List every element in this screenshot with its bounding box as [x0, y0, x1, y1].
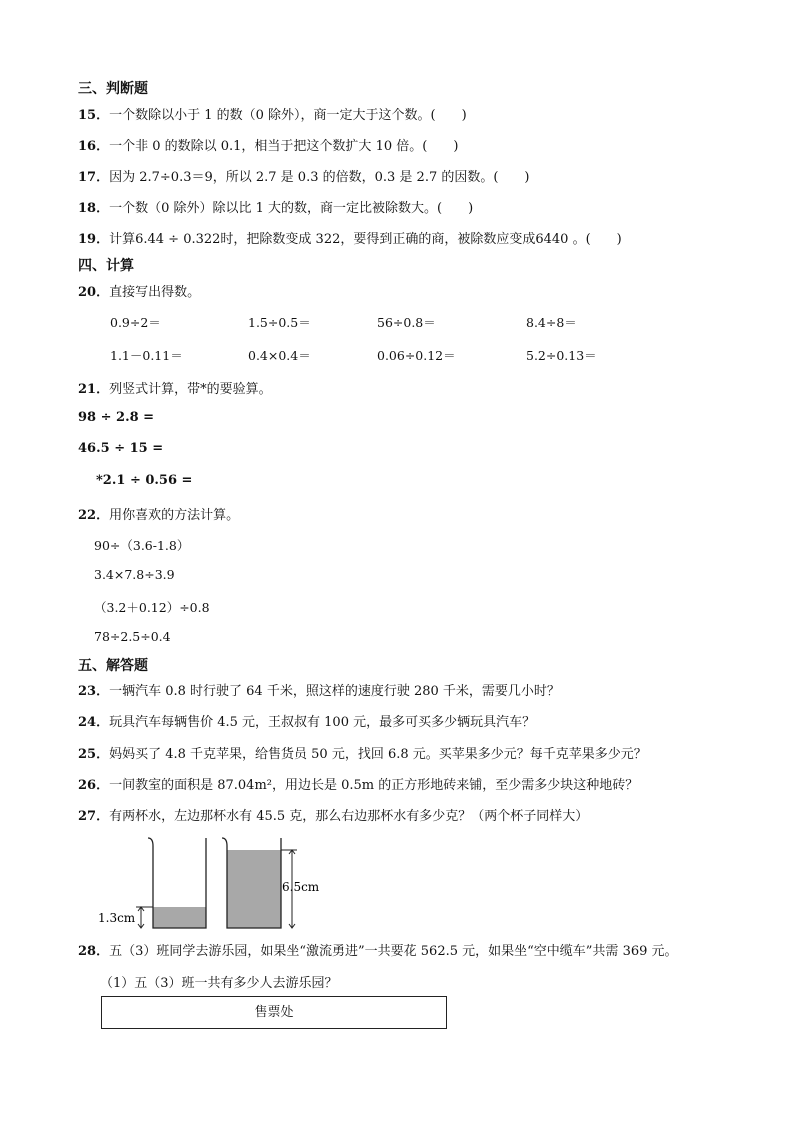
question-text: 有两杯水，左边那杯水有 45.5 克，那么右边那杯水有多少克？（两个杯子同样大）	[109, 809, 589, 824]
question-text: 一个数除以小于 1 的数（0 除外），商一定大于这个数。( )	[109, 108, 467, 123]
right-cup-water	[227, 850, 281, 928]
method-calc-item: 3.4×7.8÷3.9	[94, 567, 175, 582]
oral-calc-item: 1.1－0.11＝	[110, 348, 183, 363]
question-28	[78, 940, 678, 959]
oral-calc-item: 56÷0.8＝	[377, 315, 436, 330]
question-text: 妈妈买了 4.8 千克苹果，给售货员 50 元，找回 6.8 元。买苹果多少元？每千克苹果多少元？	[109, 747, 647, 762]
method-calc-item: 78÷2.5÷0.4	[94, 629, 171, 644]
question-number: 17．	[78, 170, 110, 185]
question-number: 28．	[78, 944, 110, 959]
left-cup	[148, 838, 206, 928]
question-19	[78, 228, 622, 247]
section-title-judge: 三、判断题	[78, 81, 148, 97]
vertical-calc-item: *2.1 ÷ 0.56 =	[96, 473, 193, 488]
question-text: 五（3）班同学去游乐园，如果坐“激流勇进”一共要花 562.5 元，如果坐“空中缆车”共需 369 元。	[109, 944, 678, 959]
question-text: 玩具汽车每辆售价 4.5 元，王叔叔有 100 元，最多可买多少辆玩具汽车？	[109, 715, 536, 730]
question-23	[78, 680, 560, 699]
question-text: 计算6.44 ÷ 0.322时，把除数变成 322，要得到正确的商，被除数应变成6440 。( )	[109, 232, 622, 247]
question-number: 18．	[78, 201, 110, 216]
question-27	[78, 805, 588, 824]
question-number: 20．	[78, 285, 110, 300]
question-text: 一个非 0 的数除以 0.1，相当于把这个数扩大 10 倍。( )	[109, 139, 459, 154]
question-number: 21．	[78, 382, 110, 397]
oral-calc-item: 1.5÷0.5＝	[248, 315, 311, 330]
question-number: 26．	[78, 778, 110, 793]
oral-calc-item: 8.4÷8＝	[526, 315, 577, 330]
ticket-office-box	[101, 996, 447, 1029]
question-text: 一辆汽车 0.8 时行驶了 64 千米，照这样的速度行驶 280 千米，需要几小时？	[109, 684, 560, 699]
question-28-sub-1: （1）五（3）班一共有多少人去游乐园？	[100, 976, 338, 991]
oral-calc-item: 0.06÷0.12＝	[377, 348, 456, 363]
question-26	[78, 774, 638, 793]
right-height-marker	[281, 850, 320, 928]
question-text: 一个数（0 除外）除以比 1 大的数，商一定比被除数大。( )	[109, 201, 474, 216]
question-number: 15．	[78, 108, 110, 123]
question-21	[78, 378, 272, 397]
question-text: 因为 2.7÷0.3＝9，所以 2.7 是 0.3 的倍数，0.3 是 2.7 的因数。( )	[109, 170, 530, 185]
oral-calc-item: 0.4×0.4＝	[248, 348, 311, 363]
question-18	[78, 197, 473, 216]
question-number: 24．	[78, 715, 110, 730]
question-25	[78, 743, 647, 762]
question-16	[78, 135, 458, 154]
question-number: 16．	[78, 139, 110, 154]
question-17	[78, 166, 530, 185]
question-text: 一间教室的面积是 87.04m²，用边长是 0.5m 的正方形地砖来铺，至少需多少块这种地砖？	[109, 778, 639, 793]
question-number: 25．	[78, 747, 110, 762]
method-calc-item: （3.2＋0.12）÷0.8	[94, 600, 210, 615]
question-text: 直接写出得数。	[109, 285, 201, 300]
question-24	[78, 711, 535, 730]
vertical-calc-item: 98 ÷ 2.8 =	[78, 410, 155, 425]
ticket-office-label: 售票处	[254, 1005, 294, 1020]
left-cup-water	[153, 907, 206, 928]
question-number: 22．	[78, 508, 110, 523]
oral-calc-item: 0.9÷2＝	[110, 315, 161, 330]
right-cup	[222, 838, 281, 928]
oral-calc-item: 5.2÷0.13＝	[526, 348, 597, 363]
right-height-label: 6.5cm	[282, 880, 320, 894]
question-text: 用你喜欢的方法计算。	[109, 508, 240, 523]
question-text: 列竖式计算，带*的要验算。	[109, 382, 272, 397]
left-height-marker	[98, 907, 153, 928]
method-calc-item: 90÷（3.6-1.8）	[94, 538, 190, 553]
question-number: 27．	[78, 809, 110, 824]
left-height-label: 1.3cm	[98, 911, 136, 925]
section-title-solve: 五、解答题	[78, 658, 148, 674]
question-22	[78, 504, 239, 523]
vertical-calc-item: 46.5 ÷ 15 =	[78, 441, 164, 456]
section-title-calc: 四、计算	[78, 258, 134, 274]
cups-diagram	[90, 830, 330, 935]
question-number: 23．	[78, 684, 110, 699]
question-15	[78, 104, 467, 123]
question-20	[78, 281, 200, 300]
question-number: 19．	[78, 232, 110, 247]
